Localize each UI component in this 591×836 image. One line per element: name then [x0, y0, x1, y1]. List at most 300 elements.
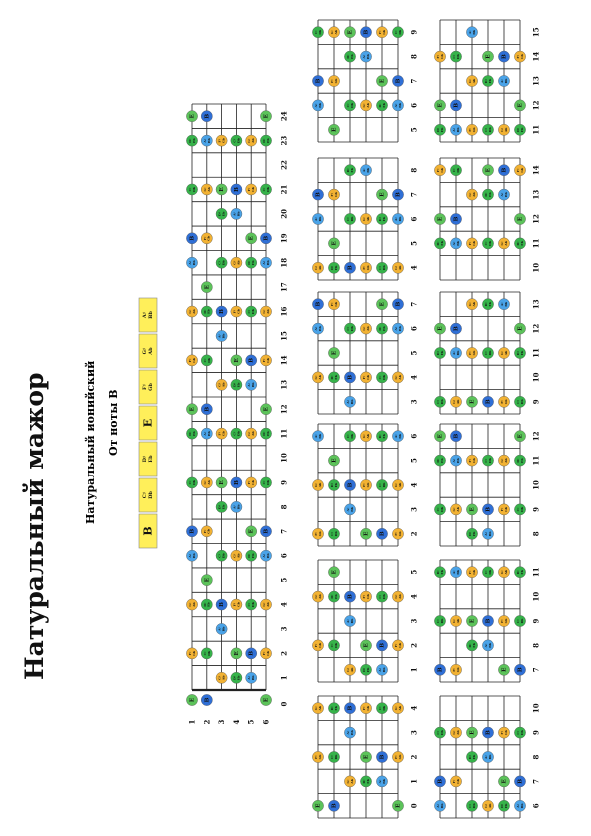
note-dot-sharp: G♯: [232, 553, 237, 558]
note-dot: [312, 431, 323, 442]
note-dot: [514, 455, 525, 466]
note-dot-sharp: C♯: [484, 570, 489, 575]
note-dot: [328, 189, 339, 200]
note-dot: [186, 694, 197, 705]
note-dot: [260, 257, 271, 268]
note-dot-sharp: D♯: [247, 553, 252, 558]
note-dot: [392, 27, 403, 38]
note-dot-flat: Eb: [487, 192, 492, 197]
note-dot-sharp: F♯: [500, 619, 505, 623]
fret-number: 8: [531, 642, 541, 648]
note-dot: [328, 528, 339, 539]
note-dot-name: B: [188, 528, 196, 534]
note-dot: [260, 694, 271, 705]
fret-number: 8: [531, 754, 541, 760]
fret-number: 12: [531, 431, 541, 442]
note-dot: [360, 664, 371, 675]
note-dot-flat: Bb: [487, 643, 492, 648]
note-dot-flat: Ab: [455, 399, 460, 405]
note-dot: [498, 800, 509, 811]
scale-note-box: [139, 514, 157, 548]
note-dot-flat: Gb: [191, 650, 196, 656]
note-dot: [482, 299, 493, 310]
note-dot-sharp: A♯: [452, 127, 457, 132]
fret-number: 12: [531, 100, 541, 111]
note-dot-flat: Gb: [206, 235, 211, 241]
note-dot: [344, 479, 355, 490]
note-dot: [231, 599, 242, 610]
note-dot-sharp: G♯: [202, 480, 207, 485]
note-dot-sharp: A♯: [500, 192, 505, 197]
note-dot-sharp: C♯: [452, 168, 457, 173]
note-dot-name: B: [500, 167, 508, 173]
note-dot-flat: Gb: [381, 29, 386, 35]
note-dot-sharp: C♯: [262, 480, 267, 485]
fret-number: 13: [279, 379, 289, 390]
note-dot-flat: Gb: [471, 569, 476, 575]
note-dot-name: B: [378, 754, 386, 760]
note-dot-sharp: C♯: [468, 803, 473, 808]
note-dot-flat: Bb: [397, 433, 402, 439]
note-dot-flat: Ab: [365, 103, 370, 108]
note-dot-sharp: C♯: [346, 103, 351, 108]
note-dot: [450, 396, 461, 407]
note-dot-sharp: D♯: [188, 138, 193, 143]
fret-number: 2: [409, 642, 419, 648]
note-dot: [344, 27, 355, 38]
note-dot-sharp: C♯: [346, 217, 351, 221]
note-dot-flat: Ab: [503, 458, 508, 463]
note-dot-name: E: [262, 113, 270, 119]
scale-note-label: C♯: [142, 491, 148, 499]
fret-number: 19: [279, 233, 289, 244]
note-dot: [376, 27, 387, 38]
note-dot-name: B: [346, 482, 354, 488]
note-dot: [434, 727, 445, 738]
note-dot-sharp: D♯: [346, 168, 351, 173]
note-dot-sharp: F♯: [330, 192, 335, 197]
note-dot-flat: Db: [455, 54, 460, 60]
note-dot: [466, 75, 477, 86]
note-dot-name: E: [188, 113, 196, 119]
note-dot-name: B: [314, 78, 322, 84]
note-dot-name: B: [484, 506, 492, 512]
note-dot-flat: Db: [221, 260, 226, 266]
note-dot-sharp: D♯: [484, 78, 489, 84]
note-dot-flat: Gb: [397, 643, 402, 648]
note-dot: [328, 124, 339, 135]
note-dot: [498, 189, 509, 200]
note-dot: [376, 75, 387, 86]
note-dot-sharp: C♯: [330, 531, 335, 536]
fret-number: 2: [409, 531, 419, 537]
note-dot: [246, 648, 257, 659]
scale-note-box: [139, 442, 157, 476]
note-dot-flat: Ab: [503, 127, 508, 133]
note-dot-sharp: F♯: [516, 168, 521, 173]
string-number: 4: [231, 719, 241, 725]
note-dot: [246, 135, 257, 146]
note-dot-name: E: [516, 103, 524, 108]
note-dot: [201, 575, 212, 586]
fret-number: 11: [531, 238, 541, 249]
note-dot-flat: Gb: [221, 138, 226, 144]
note-dot-sharp: G♯: [217, 382, 222, 387]
note-dot-sharp: G♯: [188, 309, 193, 314]
fret-number: 6: [531, 803, 541, 809]
note-dot: [344, 262, 355, 273]
note-dot-sharp: G♯: [247, 138, 252, 143]
fret-number: 6: [409, 433, 419, 439]
note-dot-flat: Bb: [455, 569, 460, 575]
note-dot-flat: Ab: [333, 29, 338, 35]
note-dot-sharp: A♯: [394, 103, 399, 108]
note-dot-sharp: C♯: [436, 619, 441, 623]
note-dot-flat: Gb: [503, 730, 508, 735]
note-dot-sharp: G♯: [394, 706, 399, 711]
fret-number: 3: [409, 399, 419, 405]
note-dot-name: E: [378, 78, 386, 84]
note-dot-sharp: D♯: [436, 241, 441, 246]
note-dot-flat: Ab: [221, 382, 226, 388]
note-dot: [312, 189, 323, 200]
note-dot-sharp: A♯: [378, 667, 383, 672]
note-dot-flat: Db: [397, 29, 402, 35]
fret-number: 9: [531, 506, 541, 512]
note-dot-flat: Gb: [251, 187, 256, 192]
note-dot: [482, 347, 493, 358]
note-dot-flat: Db: [487, 350, 492, 356]
fret-number: 3: [409, 730, 419, 736]
note-dot-flat: Eb: [503, 803, 508, 809]
note-dot-flat: Eb: [236, 382, 241, 388]
note-dot-name: B: [378, 642, 386, 648]
note-dot-flat: Eb: [439, 458, 444, 463]
note-dot-name: B: [484, 618, 492, 624]
note-dot-name: B: [394, 78, 402, 84]
note-dot: [186, 233, 197, 244]
note-dot: [482, 455, 493, 466]
note-dot-sharp: G♯: [314, 706, 319, 711]
note-dot-sharp: A♯: [346, 399, 351, 404]
scale-note-label: B: [141, 526, 155, 536]
note-dot-sharp: A♯: [262, 553, 267, 558]
note-dot-sharp: C♯: [346, 326, 351, 331]
note-dot-flat: Gb: [455, 667, 460, 673]
note-dot-flat: Ab: [471, 78, 476, 84]
fret-number: 12: [531, 323, 541, 334]
note-dot-sharp: D♯: [516, 127, 521, 132]
note-dot-flat: Ab: [455, 618, 460, 624]
note-dot: [260, 135, 271, 146]
page-title: Натуральный мажор: [20, 372, 49, 680]
note-dot: [344, 431, 355, 442]
note-dot: [231, 477, 242, 488]
note-dot-name: B: [203, 113, 211, 119]
note-dot: [246, 477, 257, 488]
note-dot: [201, 282, 212, 293]
note-dot-flat: Gb: [317, 643, 322, 648]
note-dot-sharp: C♯: [232, 138, 237, 143]
note-dot-name: E: [232, 651, 240, 656]
note-dot-sharp: D♯: [362, 667, 367, 672]
note-dot-sharp: F♯: [436, 168, 441, 173]
note-dot: [498, 238, 509, 249]
note-dot-flat: Db: [519, 730, 524, 736]
note-dot-sharp: F♯: [394, 643, 399, 648]
note-dot: [186, 404, 197, 415]
note-dot-flat: Ab: [265, 602, 270, 607]
note-dot: [360, 100, 371, 111]
position-diagram: [312, 696, 418, 818]
note-dot: [344, 165, 355, 176]
note-dot-sharp: G♯: [346, 779, 351, 784]
note-dot-sharp: D♯: [516, 350, 521, 356]
note-dot-flat: Db: [471, 803, 476, 809]
note-dot-flat: Eb: [381, 326, 386, 331]
note-dot-sharp: D♯: [468, 754, 473, 760]
main-fretboard: [186, 104, 288, 724]
note-dot: [344, 213, 355, 224]
fret-number: 6: [409, 102, 419, 108]
fret-number: 7: [409, 78, 419, 84]
position-diagram: [312, 560, 418, 682]
note-dot-sharp: A♯: [346, 619, 351, 623]
fret-number: 7: [409, 192, 419, 198]
note-dot-flat: Gb: [439, 167, 444, 173]
note-dot-flat: Bb: [317, 326, 322, 331]
note-dot: [466, 751, 477, 762]
note-dot-sharp: C♯: [202, 651, 207, 656]
note-dot-sharp: G♯: [262, 602, 267, 607]
note-dot: [186, 550, 197, 561]
scale-note-alt: Db: [148, 491, 154, 499]
note-dot-sharp: G♯: [500, 458, 505, 463]
note-dot-sharp: C♯: [484, 351, 489, 355]
note-dot: [312, 479, 323, 490]
note-dot: [260, 428, 271, 439]
note-dot-name: E: [362, 643, 370, 648]
note-dot: [514, 323, 525, 334]
note-dot-sharp: F♯: [330, 79, 335, 83]
note-dot-flat: Eb: [487, 78, 492, 84]
note-dot: [328, 800, 339, 811]
note-dot-flat: Eb: [471, 754, 476, 760]
note-dot: [201, 648, 212, 659]
note-dot: [498, 347, 509, 358]
note-dot-flat: Db: [349, 216, 354, 222]
fret-number: 5: [279, 577, 289, 583]
note-dot-flat: Bb: [265, 260, 270, 266]
note-dot: [392, 372, 403, 383]
note-dot-flat: Eb: [191, 138, 196, 143]
note-dot: [450, 727, 461, 738]
note-dot-flat: Ab: [317, 594, 322, 599]
note-dot-sharp: D♯: [330, 265, 335, 270]
fret-number: 2: [409, 754, 419, 760]
fret-number: 10: [279, 453, 289, 463]
note-dot: [376, 664, 387, 675]
note-dot: [466, 504, 477, 515]
note-dot: [216, 208, 227, 219]
note-dot-sharp: G♯: [362, 434, 367, 439]
note-dot: [514, 504, 525, 515]
note-dot: [312, 27, 323, 38]
note-dot-flat: Bb: [349, 730, 354, 735]
note-dot: [216, 306, 227, 317]
note-dot-flat: Bb: [221, 333, 226, 339]
note-dot-sharp: C♯: [436, 399, 441, 404]
note-dot-sharp: G♯: [500, 570, 505, 575]
note-dot-name: E: [262, 697, 270, 703]
note-dot-sharp: D♯: [516, 241, 521, 246]
note-dot: [376, 479, 387, 490]
note-dot-sharp: G♯: [362, 326, 367, 331]
note-dot-name: B: [452, 102, 460, 108]
note-dot-sharp: C♯: [188, 480, 193, 485]
note-dot-sharp: A♯: [346, 730, 351, 735]
position-diagram: [434, 424, 540, 546]
note-dot-flat: Bb: [349, 618, 354, 624]
note-dot-flat: Ab: [397, 594, 402, 599]
note-dot-flat: Gb: [265, 650, 270, 656]
note-dot: [466, 396, 477, 407]
scale-note-label: A♯: [142, 311, 148, 319]
note-dot-flat: Db: [381, 265, 386, 271]
fret-number: 13: [531, 76, 541, 86]
note-dot-name: B: [378, 531, 386, 537]
note-dot: [498, 51, 509, 62]
note-dot-flat: Db: [439, 399, 444, 405]
scale-note-box: [139, 370, 157, 404]
note-dot: [434, 615, 445, 626]
string-number: 2: [202, 719, 212, 725]
note-dot-flat: Gb: [503, 618, 508, 624]
note-dot-sharp: D♯: [468, 643, 473, 648]
fret-number: 11: [531, 567, 541, 578]
note-dot-flat: Gb: [221, 431, 226, 437]
note-dot-sharp: C♯: [484, 458, 489, 463]
note-dot: [498, 664, 509, 675]
note-dot: [466, 640, 477, 651]
note-dot: [360, 479, 371, 490]
fret-number: 5: [409, 240, 419, 246]
note-dot: [392, 100, 403, 111]
note-dot-name: B: [452, 433, 460, 439]
note-dot-sharp: D♯: [247, 260, 252, 265]
note-dot-sharp: A♯: [314, 103, 319, 108]
note-dot: [498, 455, 509, 466]
note-dot-sharp: D♯: [378, 216, 383, 222]
note-dot-flat: Db: [265, 480, 270, 485]
note-dot-name: B: [452, 216, 460, 222]
string-number: 6: [261, 719, 271, 725]
note-dot-flat: Bb: [455, 350, 460, 356]
note-dot-flat: Bb: [221, 626, 226, 632]
note-dot-name: B: [452, 326, 460, 332]
note-dot: [482, 504, 493, 515]
note-dot-sharp: F♯: [468, 351, 473, 355]
note-dot-name: E: [188, 697, 196, 703]
note-dot-sharp: C♯: [378, 706, 383, 711]
note-dot: [312, 299, 323, 310]
note-dot: [434, 664, 445, 675]
note-dot: [344, 100, 355, 111]
fret-number: 13: [531, 189, 541, 200]
note-dot: [312, 640, 323, 651]
fret-number: 1: [409, 778, 419, 784]
note-dot-name: E: [330, 350, 338, 356]
note-dot: [466, 727, 477, 738]
note-dot-sharp: A♯: [436, 803, 441, 808]
note-dot-flat: Bb: [236, 504, 241, 510]
fret-number: 3: [279, 626, 289, 632]
note-dot: [260, 477, 271, 488]
note-dot-sharp: D♯: [202, 309, 207, 314]
note-dot-sharp: F♯: [468, 570, 473, 575]
note-dot-sharp: C♯: [188, 187, 193, 192]
page-subtitle: Натуральный ионийский: [84, 360, 97, 524]
note-dot: [344, 396, 355, 407]
note-dot: [312, 703, 323, 714]
note-dot-sharp: A♯: [452, 458, 457, 463]
note-dot: [514, 238, 525, 249]
note-dot: [328, 591, 339, 602]
note-dot: [514, 727, 525, 738]
note-dot: [216, 330, 227, 341]
note-dot: [201, 428, 212, 439]
note-dot: [392, 323, 403, 334]
note-dot: [260, 599, 271, 610]
note-dot-flat: Ab: [317, 375, 322, 380]
note-dot: [360, 372, 371, 383]
note-dot-flat: Gb: [471, 241, 476, 246]
note-dot: [312, 262, 323, 273]
note-dot: [328, 479, 339, 490]
note-dot-sharp: G♯: [394, 482, 399, 488]
note-dot-sharp: D♯: [468, 531, 473, 536]
note-dot-sharp: D♯: [262, 138, 267, 143]
note-dot: [312, 323, 323, 334]
note-dot-sharp: A♯: [394, 434, 399, 439]
note-dot: [260, 355, 271, 366]
note-dot-flat: Db: [381, 374, 386, 380]
note-dot: [450, 776, 461, 787]
note-dot: [450, 100, 461, 111]
scale-note-box: [139, 406, 157, 440]
note-dot: [450, 431, 461, 442]
note-dot: [246, 526, 257, 537]
note-dot-name: B: [394, 301, 402, 307]
note-dot-sharp: A♯: [452, 351, 457, 355]
note-dot-sharp: D♯: [262, 431, 267, 436]
note-dot-sharp: D♯: [217, 504, 222, 509]
note-dot-sharp: A♯: [314, 217, 319, 221]
note-dot-flat: Eb: [381, 216, 386, 222]
note-dot: [482, 189, 493, 200]
fret-number: 2: [279, 650, 289, 656]
note-dot: [376, 213, 387, 224]
note-dot-flat: Ab: [349, 667, 354, 673]
note-dot-sharp: D♯: [330, 482, 335, 488]
note-dot-flat: Bb: [317, 433, 322, 439]
note-dot-sharp: A♯: [188, 553, 193, 558]
note-dot: [376, 640, 387, 651]
note-dot: [466, 124, 477, 135]
note-dot-flat: Eb: [221, 211, 226, 217]
note-dot-sharp: F♯: [217, 431, 222, 436]
note-dot: [246, 355, 257, 366]
